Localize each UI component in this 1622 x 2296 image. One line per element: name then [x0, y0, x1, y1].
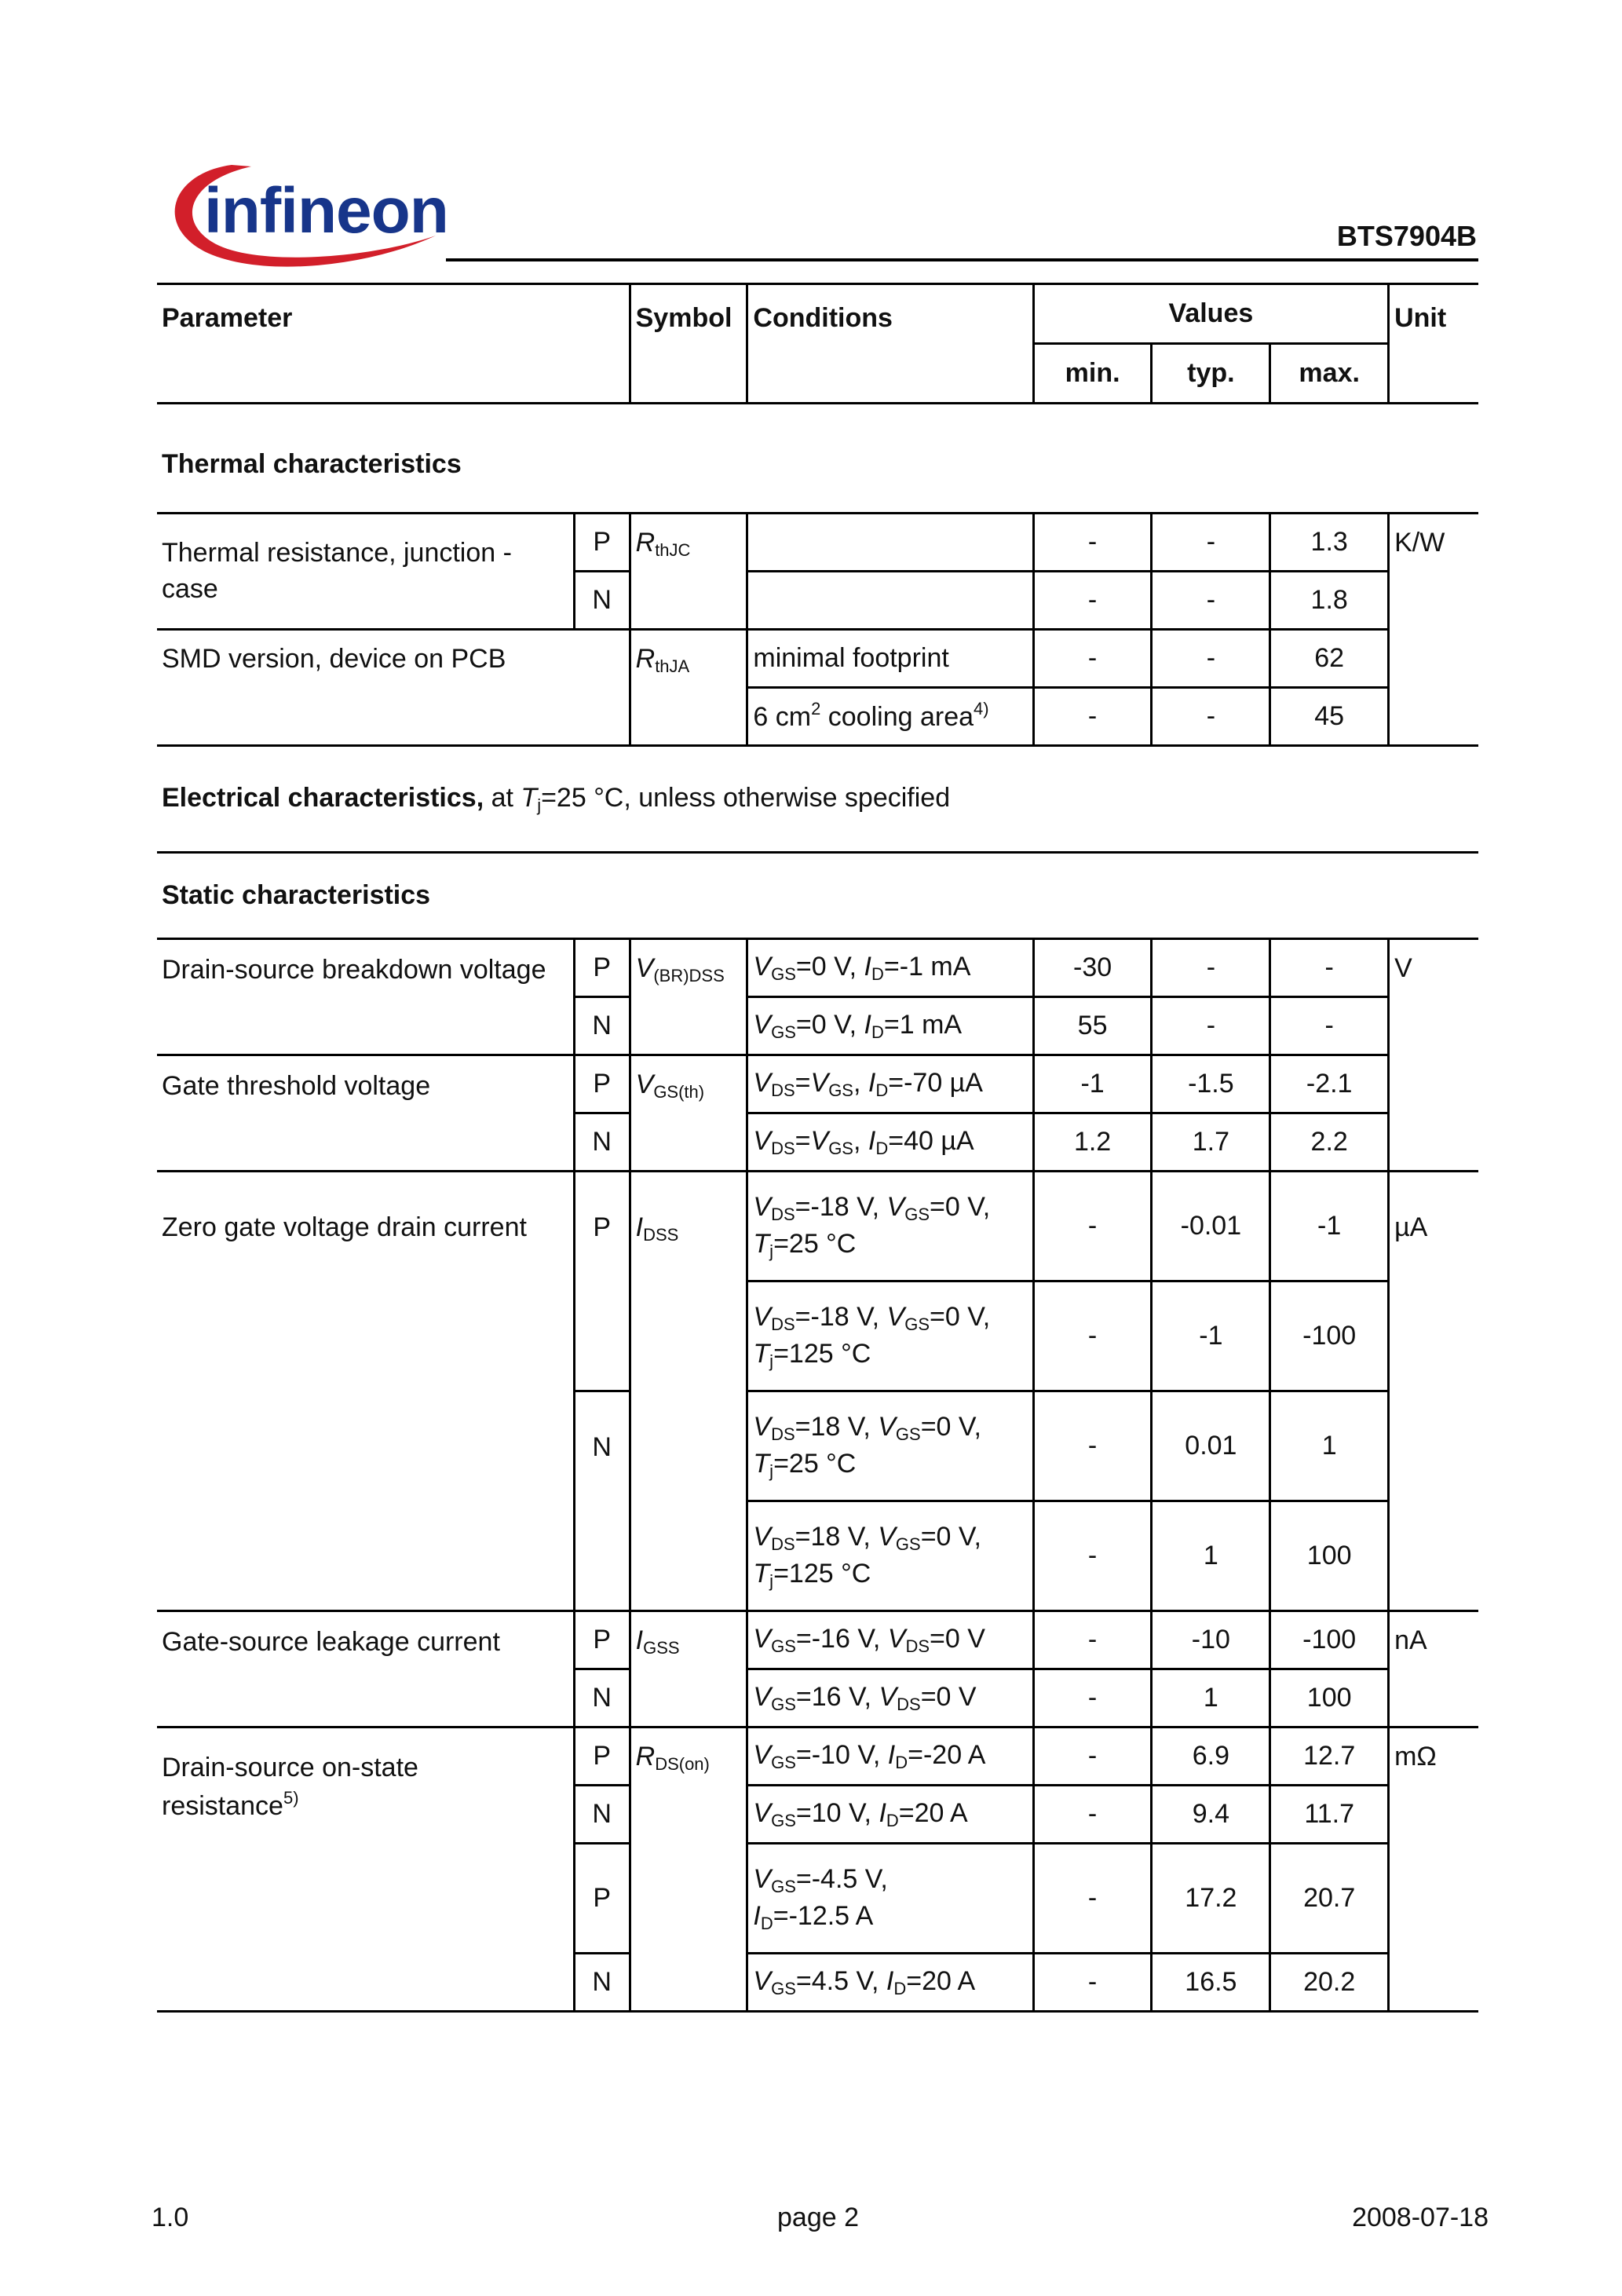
- cond-V: V: [753, 1521, 772, 1552]
- cond-cell: minimal footprint: [747, 630, 1033, 688]
- table-row: [157, 1172, 1478, 1281]
- cond-text: =0 V,: [920, 1521, 981, 1552]
- cond-I: I: [887, 1740, 896, 1771]
- cond-sub: GS: [771, 1876, 796, 1896]
- cond-text: ,: [853, 1068, 868, 1099]
- symbol-rdson: [630, 1727, 747, 2012]
- cond-text: =-4.5 V,: [795, 1863, 888, 1894]
- cond-text: =18 V,: [795, 1521, 879, 1552]
- cond-text: =-20 A: [908, 1740, 986, 1771]
- typ-cell: -: [1152, 939, 1270, 997]
- min-cell: -: [1033, 1669, 1152, 1727]
- cond-sub: D: [760, 1913, 773, 1933]
- min-cell: -: [1033, 572, 1152, 630]
- cond-sub: DS: [771, 1080, 795, 1101]
- header-symbol: Symbol: [630, 284, 747, 404]
- section-electrical: [157, 746, 1478, 853]
- cond-text: =-18 V,: [795, 1191, 887, 1222]
- cond-text: =25 °C: [773, 1448, 857, 1479]
- cond-V: V: [878, 1411, 896, 1442]
- cond-sub: j: [769, 1241, 774, 1261]
- unit-cell: nA: [1389, 1611, 1478, 1727]
- unit-cell: mΩ: [1389, 1727, 1478, 2012]
- header-typ: typ.: [1152, 344, 1270, 404]
- typ-cell: -1.5: [1152, 1055, 1270, 1113]
- symbol-sub: GSS: [643, 1638, 680, 1658]
- cond-cell: [747, 1055, 1033, 1113]
- pn-cell: N: [574, 997, 630, 1055]
- typ-cell: -10: [1152, 1611, 1270, 1669]
- cond-T: T: [753, 1338, 770, 1369]
- symbol-sub: GS(th): [653, 1082, 705, 1102]
- cond-V: V: [886, 1191, 905, 1222]
- table-row: [157, 1055, 1478, 1113]
- min-cell: 55: [1033, 997, 1152, 1055]
- cond-sub: GS: [771, 1695, 796, 1715]
- min-cell: -: [1033, 1954, 1152, 2012]
- cond-sub: DS: [771, 1204, 795, 1224]
- cond-text: =0 V,: [795, 1010, 864, 1040]
- header-min: min.: [1033, 344, 1152, 404]
- symbol-sub: thJA: [655, 656, 690, 676]
- cond-text: =-18 V,: [795, 1301, 887, 1332]
- cond-text: =0 V: [920, 1682, 977, 1713]
- cond-sup: 2: [811, 699, 821, 719]
- max-cell: 62: [1270, 630, 1389, 688]
- cond-V: V: [753, 1863, 772, 1894]
- cond-sub: GS: [895, 1424, 921, 1444]
- max-cell: 2.2: [1270, 1113, 1389, 1172]
- cond-sub: j: [769, 1461, 774, 1481]
- symbol-sub: DSS: [643, 1225, 679, 1245]
- cond-sub: D: [895, 1753, 908, 1773]
- cond-cell: [747, 997, 1033, 1055]
- symbol-sub: DS(on): [655, 1754, 710, 1774]
- cond-sub: D: [871, 1022, 884, 1043]
- cond-V: V: [753, 1798, 772, 1829]
- cond-cell: [747, 1611, 1033, 1669]
- cond-text: =0 V,: [920, 1411, 981, 1442]
- table-row: [157, 1611, 1478, 1669]
- cond-sub: D: [893, 1979, 907, 1999]
- cond-V: V: [879, 1682, 897, 1713]
- typ-cell: 6.9: [1152, 1727, 1270, 1786]
- param-rthja: SMD version, device on PCB: [157, 630, 630, 746]
- param-text: Drain-source on-state: [162, 1753, 418, 1782]
- param-rdson: [157, 1727, 574, 2012]
- cond-V: V: [878, 1521, 896, 1552]
- cond-I: I: [864, 952, 871, 982]
- pn-cell: P: [574, 1172, 630, 1391]
- cond-sub: GS: [895, 1534, 921, 1554]
- typ-cell: 16.5: [1152, 1954, 1270, 2012]
- cond-V: V: [753, 1068, 772, 1099]
- pn-cell: N: [574, 1954, 630, 2012]
- cond-V: V: [753, 1624, 772, 1654]
- min-cell: -: [1033, 1172, 1152, 1281]
- electrical-title-sub: j: [537, 795, 542, 816]
- typ-cell: 0.01: [1152, 1391, 1270, 1501]
- header-rule: [446, 258, 1478, 261]
- typ-cell: -: [1152, 572, 1270, 630]
- cond-text: =: [795, 1068, 811, 1099]
- table-row: [157, 514, 1478, 572]
- cond-V: V: [753, 1682, 772, 1713]
- cond-V: V: [810, 1068, 829, 1099]
- table-row: [157, 939, 1478, 997]
- section-thermal: Thermal characteristics: [157, 404, 1478, 514]
- footer-page: page 2: [777, 2203, 859, 2232]
- cond-I: I: [753, 1900, 761, 1931]
- typ-cell: 1.7: [1152, 1113, 1270, 1172]
- cond-cell: [747, 514, 1033, 572]
- max-cell: -100: [1270, 1281, 1389, 1391]
- max-cell: -100: [1270, 1611, 1389, 1669]
- symbol-main: R: [635, 1742, 656, 1771]
- symbol-sub: (BR)DSS: [653, 966, 725, 985]
- cond-I: I: [864, 1010, 871, 1040]
- symbol-sub: thJC: [655, 540, 691, 560]
- max-cell: 100: [1270, 1669, 1389, 1727]
- pn-cell: P: [574, 1844, 630, 1954]
- symbol-threshold: [630, 1055, 747, 1172]
- min-cell: -1: [1033, 1055, 1152, 1113]
- symbol-igss: [630, 1611, 747, 1727]
- section-row: [157, 404, 1478, 514]
- cond-I: I: [868, 1068, 876, 1099]
- cond-V: V: [810, 1126, 829, 1157]
- header-unit: Unit: [1389, 284, 1478, 404]
- cond-I: I: [886, 1966, 894, 1997]
- cond-V: V: [753, 1740, 772, 1771]
- max-cell: 1: [1270, 1391, 1389, 1501]
- cond-sub: GS: [771, 964, 796, 985]
- cond-sub: DS: [771, 1139, 795, 1159]
- logo-text: infineon: [204, 175, 448, 247]
- table-row: [157, 630, 1478, 688]
- pn-cell: P: [574, 1055, 630, 1113]
- min-cell: -: [1033, 1501, 1152, 1611]
- min-cell: -: [1033, 514, 1152, 572]
- cond-text: =: [795, 1126, 811, 1157]
- cond-text: =-12.5 A: [773, 1900, 874, 1931]
- cond-sub: GS: [771, 1022, 796, 1043]
- min-cell: -: [1033, 1281, 1152, 1391]
- typ-cell: -: [1152, 514, 1270, 572]
- electrical-title-text: =25 °C, unless otherwise specified: [541, 783, 951, 813]
- cond-sub: GS: [828, 1139, 853, 1159]
- max-cell: -2.1: [1270, 1055, 1389, 1113]
- cond-text: =0 V: [930, 1624, 985, 1654]
- cond-cell: [747, 1844, 1033, 1954]
- cond-text: =-16 V,: [795, 1624, 888, 1654]
- cond-I: I: [868, 1126, 876, 1157]
- cond-cell: [747, 1391, 1033, 1501]
- min-cell: -: [1033, 630, 1152, 688]
- cond-cell: [747, 1172, 1033, 1281]
- cond-cell: [747, 939, 1033, 997]
- symbol-rthjc: [630, 514, 747, 630]
- symbol-main: R: [635, 644, 656, 674]
- cond-text: =40 µA: [888, 1126, 974, 1157]
- symbol-idss: [630, 1172, 747, 1611]
- max-cell: -: [1270, 939, 1389, 997]
- typ-cell: -: [1152, 630, 1270, 688]
- cond-I: I: [879, 1798, 886, 1829]
- cond-V: V: [753, 1411, 772, 1442]
- min-cell: -: [1033, 1844, 1152, 1954]
- pn-cell: P: [574, 939, 630, 997]
- symbol-rthja: [630, 630, 747, 746]
- max-cell: 12.7: [1270, 1727, 1389, 1786]
- max-cell: 100: [1270, 1501, 1389, 1611]
- max-cell: 20.7: [1270, 1844, 1389, 1954]
- unit-cell: K/W: [1389, 514, 1478, 746]
- footer-date: 2008-07-18: [1352, 2203, 1489, 2232]
- typ-cell: 1: [1152, 1669, 1270, 1727]
- cond-sub: j: [769, 1570, 774, 1591]
- pn-cell: N: [574, 1669, 630, 1727]
- cond-sub: GS: [771, 1979, 796, 1999]
- cond-sub: DS: [771, 1424, 795, 1444]
- header-max: max.: [1299, 357, 1360, 388]
- max-cell: 45: [1270, 688, 1389, 746]
- cond-text: 6 cm: [753, 702, 812, 733]
- typ-cell: -: [1152, 688, 1270, 746]
- min-cell: -: [1033, 1786, 1152, 1844]
- cond-cell: [747, 1113, 1033, 1172]
- cond-cell: [747, 1954, 1033, 2012]
- cond-text: =25 °C: [773, 1228, 857, 1259]
- cond-sub: DS: [771, 1314, 795, 1334]
- pn-cell: N: [574, 1391, 630, 1611]
- cond-sub: D: [871, 964, 884, 985]
- table-header-row: [157, 284, 1478, 344]
- cond-T: T: [753, 1228, 770, 1259]
- cond-text: =20 A: [898, 1798, 968, 1829]
- pn-cell: P: [574, 514, 630, 572]
- min-cell: 1.2: [1033, 1113, 1152, 1172]
- table-row: [157, 1727, 1478, 1786]
- cond-cell: [747, 1501, 1033, 1611]
- pn-cell: N: [574, 572, 630, 630]
- footnote-ref: 5): [283, 1787, 299, 1808]
- symbol-main: I: [635, 1212, 644, 1242]
- cond-cell: [747, 1281, 1033, 1391]
- typ-cell: 17.2: [1152, 1844, 1270, 1954]
- cond-V: V: [753, 1301, 772, 1332]
- part-number: BTS7904B: [1336, 220, 1477, 252]
- cond-V: V: [753, 1966, 772, 1997]
- cond-V: V: [753, 1010, 772, 1040]
- footnote-ref: 4): [974, 699, 989, 719]
- param-rthjc: Thermal resistance, junction - case: [157, 514, 574, 630]
- cond-sub: D: [875, 1080, 889, 1101]
- max-cell: 1.8: [1270, 572, 1389, 630]
- min-cell: -: [1033, 1391, 1152, 1501]
- electrical-title-T: T: [521, 783, 538, 813]
- param-breakdown: Drain-source breakdown voltage: [157, 939, 574, 1055]
- cond-T: T: [753, 1448, 770, 1479]
- cond-V: V: [753, 1126, 772, 1157]
- max-cell: 1.3: [1270, 514, 1389, 572]
- max-cell: 11.7: [1270, 1786, 1389, 1844]
- cond-sub: GS: [904, 1314, 930, 1334]
- cond-text: =125 °C: [773, 1338, 871, 1369]
- param-igss: Gate-source leakage current: [157, 1611, 574, 1727]
- symbol-main: V: [635, 1069, 654, 1099]
- cond-V: V: [753, 952, 772, 982]
- cond-text: =0 V,: [930, 1191, 991, 1222]
- header-conditions: Conditions: [747, 284, 1033, 404]
- cond-cell: [747, 688, 1033, 746]
- header-values: Values: [1033, 284, 1388, 344]
- cond-sub: GS: [828, 1080, 853, 1101]
- footer-version: 1.0: [152, 2203, 189, 2232]
- cond-cell: [747, 572, 1033, 630]
- cond-text: =10 V,: [795, 1798, 879, 1829]
- symbol-breakdown: [630, 939, 747, 1055]
- symbol-main: R: [635, 528, 656, 558]
- min-cell: -: [1033, 1727, 1152, 1786]
- cond-text: =-10 V,: [795, 1740, 888, 1771]
- cond-text: =-70 µA: [888, 1068, 983, 1099]
- cond-sub: D: [875, 1139, 889, 1159]
- max-cell: 20.2: [1270, 1954, 1389, 2012]
- cond-V: V: [887, 1624, 906, 1654]
- cond-cell: [747, 1669, 1033, 1727]
- cond-text: =20 A: [906, 1966, 976, 1997]
- pn-cell: N: [574, 1113, 630, 1172]
- typ-cell: 1: [1152, 1501, 1270, 1611]
- cond-text: =4.5 V,: [795, 1966, 886, 1997]
- cond-V: V: [886, 1301, 905, 1332]
- cond-cell: [747, 1786, 1033, 1844]
- cond-sub: GS: [904, 1204, 930, 1224]
- max-cell: -1: [1270, 1172, 1389, 1281]
- header-parameter: Parameter: [157, 284, 630, 404]
- unit-cell: V: [1389, 939, 1478, 1172]
- characteristics-table: [157, 283, 1478, 2013]
- cond-text: ,: [853, 1126, 868, 1157]
- section-static: Static characteristics: [162, 879, 431, 910]
- max-cell: -: [1270, 997, 1389, 1055]
- cond-text: cooling area: [820, 702, 974, 733]
- cond-text: =18 V,: [795, 1411, 879, 1442]
- param-text: resistance: [162, 1790, 283, 1821]
- cond-sub: GS: [771, 1811, 796, 1831]
- cond-sub: DS: [905, 1636, 930, 1657]
- section-row: [157, 746, 1478, 853]
- min-cell: -: [1033, 688, 1152, 746]
- cond-text: =1 mA: [883, 1010, 963, 1040]
- min-cell: -: [1033, 1611, 1152, 1669]
- cond-V: V: [753, 1191, 772, 1222]
- unit-cell: µA: [1389, 1172, 1478, 1611]
- section-row: [157, 853, 1478, 939]
- cond-text: =0 V,: [795, 952, 864, 982]
- typ-cell: -1: [1152, 1281, 1270, 1391]
- typ-cell: -0.01: [1152, 1172, 1270, 1281]
- cond-text: =-1 mA: [883, 952, 971, 982]
- cond-cell: [747, 1727, 1033, 1786]
- electrical-title-text: at: [484, 783, 521, 813]
- cond-sub: D: [886, 1811, 899, 1831]
- cond-T: T: [753, 1558, 770, 1589]
- symbol-main: V: [635, 953, 654, 983]
- cond-text: =16 V,: [795, 1682, 879, 1713]
- cond-text: =0 V,: [930, 1301, 991, 1332]
- min-cell: -30: [1033, 939, 1152, 997]
- cond-sub: j: [769, 1351, 774, 1371]
- typ-cell: -: [1152, 997, 1270, 1055]
- cond-text: =125 °C: [773, 1558, 871, 1589]
- cond-sub: DS: [771, 1534, 795, 1554]
- cond-sub: GS: [771, 1636, 796, 1657]
- symbol-main: I: [635, 1625, 644, 1655]
- param-threshold: Gate threshold voltage: [157, 1055, 574, 1172]
- pn-cell: N: [574, 1786, 630, 1844]
- typ-cell: 9.4: [1152, 1786, 1270, 1844]
- cond-sub: GS: [771, 1753, 796, 1773]
- electrical-title-bold: Electrical characteristics,: [162, 783, 484, 813]
- pn-cell: P: [574, 1611, 630, 1669]
- cond-sub: DS: [897, 1695, 921, 1715]
- pn-cell: P: [574, 1727, 630, 1786]
- param-idss: Zero gate voltage drain current: [157, 1172, 574, 1611]
